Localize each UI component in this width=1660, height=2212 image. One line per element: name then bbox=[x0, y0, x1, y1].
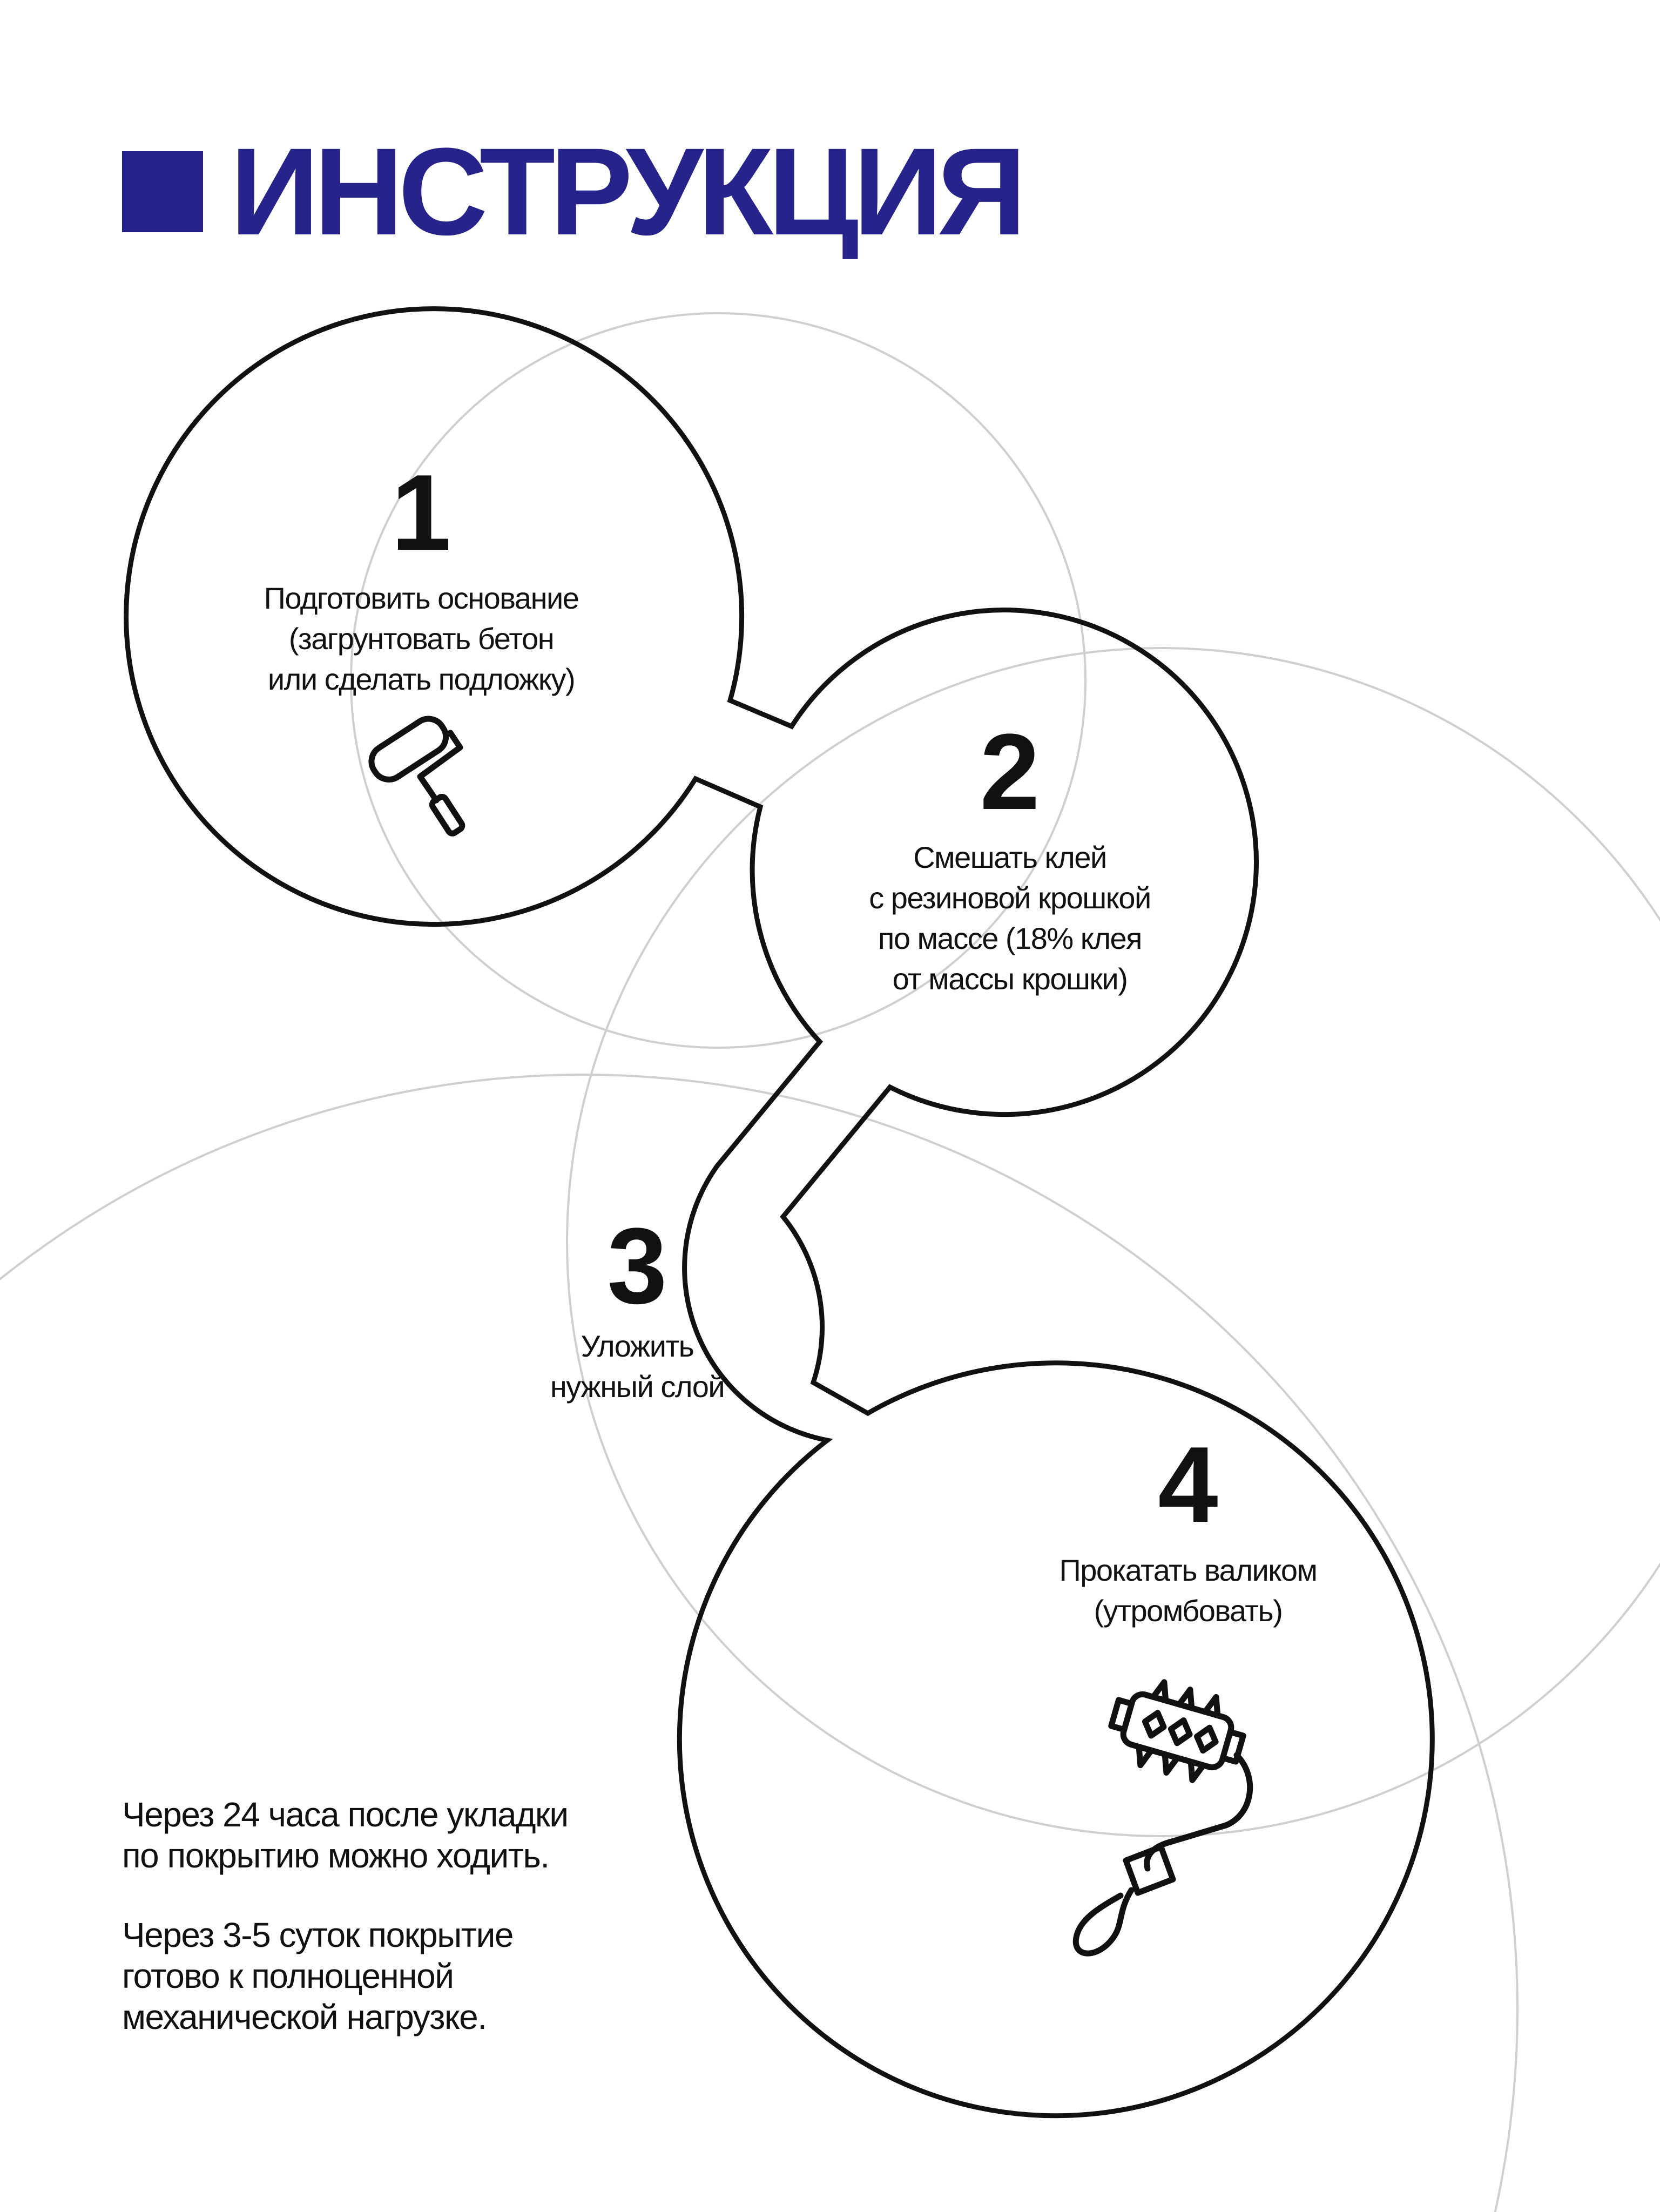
spiked-roller-icon bbox=[1076, 1671, 1251, 1953]
step-number: 1 bbox=[391, 453, 451, 573]
step-1 bbox=[178, 453, 664, 699]
step-number: 4 bbox=[1158, 1425, 1218, 1545]
step-description: Уложить нужный слой bbox=[550, 1329, 725, 1404]
step-2 bbox=[767, 712, 1253, 999]
step-3 bbox=[462, 1206, 813, 1407]
step-number: 3 bbox=[607, 1206, 667, 1326]
step-description: Подготовить основание (загрунтовать бетон или сделать подложку) bbox=[264, 581, 579, 696]
step-description: Прокатать валиком (утромбовать) bbox=[1059, 1553, 1317, 1628]
page-title: ИНСТРУКЦИЯ bbox=[230, 122, 1021, 261]
page-header bbox=[122, 122, 1021, 261]
note-walkable: Через 24 часа после укладки по покрытию можно ходить. bbox=[122, 1795, 568, 1875]
step-4 bbox=[945, 1425, 1431, 1631]
paint-roller-icon bbox=[365, 713, 463, 835]
step-number: 2 bbox=[980, 712, 1040, 832]
title-square-marker bbox=[122, 151, 203, 232]
step-description: Смешать клей с резиновой крошкой по массе (18% клея от массы крошки) bbox=[869, 840, 1151, 996]
note-full-load: Через 3-5 суток покрытие готово к полноценной механической нагрузке. bbox=[122, 1916, 513, 2036]
